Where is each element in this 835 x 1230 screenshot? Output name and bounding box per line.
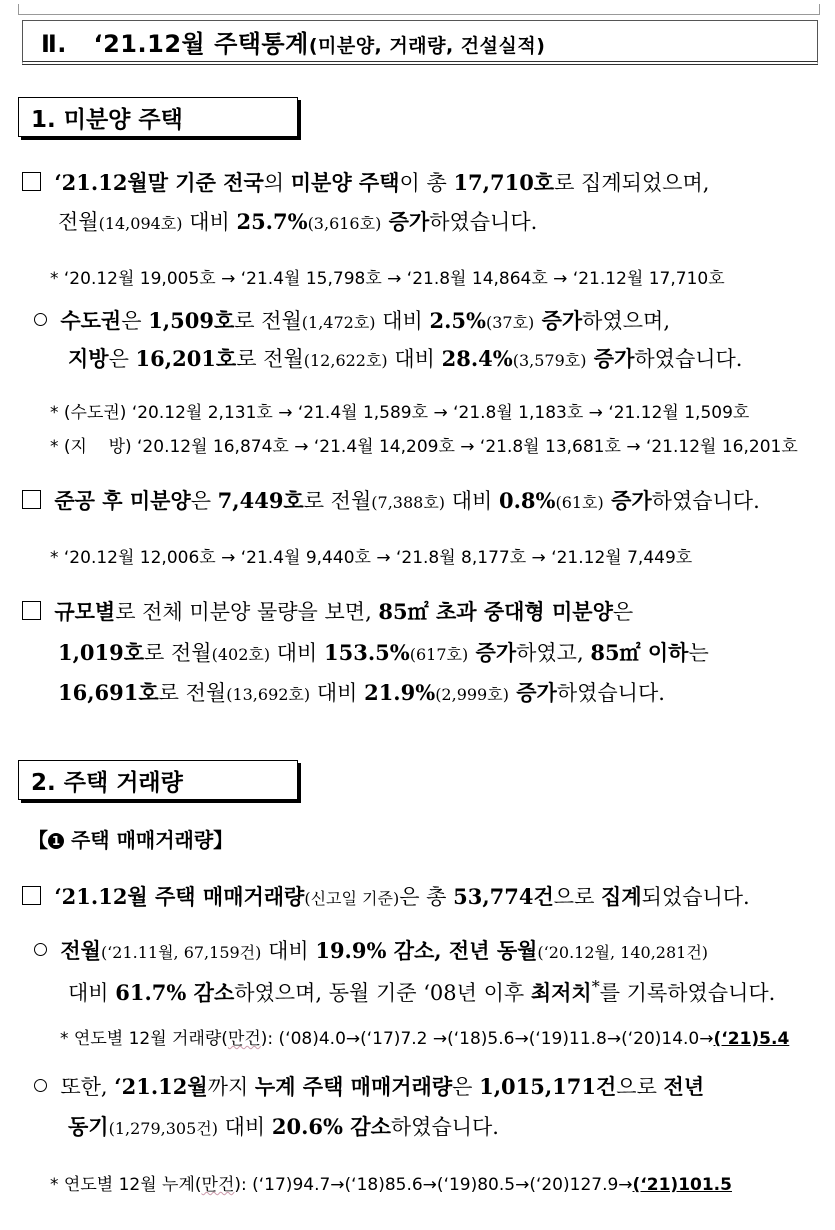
s2-sub-heading: 【 1 주택 매매거래량】 bbox=[28, 828, 234, 852]
checkbox-square-icon bbox=[22, 886, 41, 905]
checkbox-square-icon bbox=[22, 490, 41, 509]
s1-para1-line2: 전월(14,094호) 대비 25.7%(3,616호) 증가하였습니다. bbox=[58, 209, 538, 234]
chapter-title: Ⅱ. ‘21.12월 주택통계(미분양, 거래량, 건설실적) bbox=[41, 29, 546, 58]
s1-para2-line2: 지방은 16,201호로 전월(12,622호) 대비 28.4%(3,579호) 증가하였습니다. bbox=[68, 346, 743, 371]
circle-bullet-icon bbox=[34, 313, 47, 326]
s2-para2-line1: 전월(‘21.11월, 67,159건) 대비 19.9% 감소, 전년 동월(‘20.12월, 140,281건) bbox=[34, 940, 708, 962]
section-1-heading: 1. 미분양 주택 bbox=[18, 97, 298, 137]
checkbox-square-icon bbox=[22, 601, 41, 620]
s2-note1: * 연도별 12월 거래량(만건): (‘08)4.0→(‘17)7.2 →(‘18)5.6→(‘19)11.8→(‘20)14.0→(‘21)5.4 bbox=[60, 1029, 790, 1049]
top-rule bbox=[18, 4, 820, 15]
s1-para3: 준공 후 미분양은 7,449호로 전월(7,388호) 대비 0.8%(61호) 증가하였습니다. bbox=[22, 490, 760, 512]
checkbox-square-icon bbox=[22, 172, 41, 191]
s1-note2: * (수도권) ‘20.12월 2,131호 → ‘21.4월 1,589호 → ‘21.8월 1,183호 → ‘21.12월 1,509호 bbox=[50, 403, 750, 423]
circle-bullet-icon bbox=[34, 943, 47, 956]
s1-note3: * (지 방) ‘20.12월 16,874호 → ‘21.4월 14,209호 → ‘21.8월 13,681호 → ‘21.12월 16,201호 bbox=[50, 437, 798, 457]
s2-note2: * 연도별 12월 누계(만건): (‘17)94.7→(‘18)85.6→(‘19)80.5→(‘20)127.9→(‘21)101.5 bbox=[50, 1175, 732, 1195]
s2-para3-line1: 또한, ‘21.12월까지 누계 주택 매매거래량은 1,015,171건으로 전년 bbox=[34, 1076, 704, 1098]
section-2-heading: 2. 주택 거래량 bbox=[18, 760, 298, 800]
s2-para2-line2: 대비 61.7% 감소하였으며, 동월 기준 ‘08년 이후 최저치*를 기록하였습니다. bbox=[68, 977, 776, 1005]
circle-bullet-icon bbox=[34, 1079, 47, 1092]
s1-para1-line1: ‘21.12월말 기준 전국의 미분양 주택이 총 17,710호로 집계되었으며, bbox=[22, 172, 709, 194]
s1-para4-line3: 16,691호로 전월(13,692호) 대비 21.9%(2,999호) 증가하였습니다. bbox=[58, 680, 665, 705]
s2-para3-line2: 동기(1,279,305건) 대비 20.6% 감소하였습니다. bbox=[68, 1114, 499, 1139]
s1-para4-line2: 1,019호로 전월(402호) 대비 153.5%(617호) 증가하였고, 85㎡ 이하는 bbox=[58, 640, 709, 665]
s1-para4-line1: 규모별로 전체 미분양 물량을 보면, 85㎡ 초과 중대형 미분양은 bbox=[22, 601, 633, 623]
s1-note4: * ‘20.12월 12,006호 → ‘21.4월 9,440호 → ‘21.8월 8,177호 → ‘21.12월 7,449호 bbox=[50, 548, 693, 568]
chapter-title-bar bbox=[22, 20, 818, 65]
s1-note1: * ‘20.12월 19,005호 → ‘21.4월 15,798호 → ‘21.8월 14,864호 → ‘21.12월 17,710호 bbox=[50, 269, 725, 289]
number-circle-icon: 1 bbox=[48, 833, 64, 849]
s1-para2-line1: 수도권은 1,509호로 전월(1,472호) 대비 2.5%(37호) 증가하였으며, bbox=[34, 310, 670, 332]
s2-para1: ‘21.12월 주택 매매거래량(신고일 기준)은 총 53,774건으로 집계되었습니다. bbox=[22, 886, 750, 908]
